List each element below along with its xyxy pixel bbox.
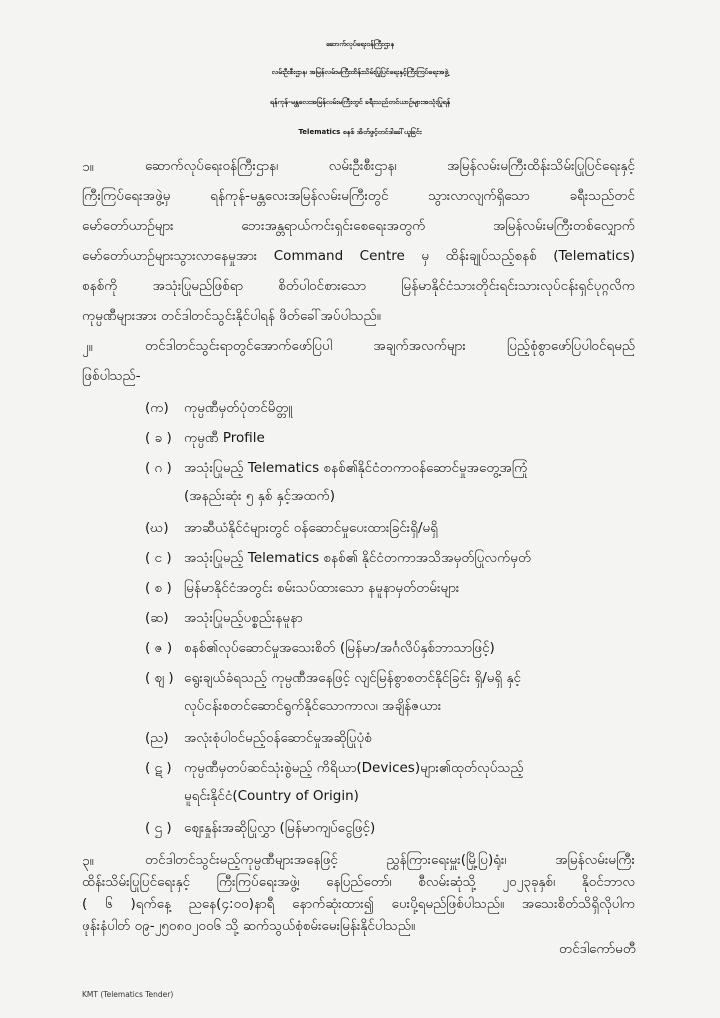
list-item-label: ( ဋ )	[145, 760, 172, 776]
para3-line: ဖုန်းနံပါတ် ၀၉-၂၅၀၈၀၂၀၀၆ သို့ ဆက်သွယ်စုံစမ်းမေးမြန်းနိုင်ပါသည်။	[82, 918, 416, 934]
list-item-label: ( ဇ )	[145, 640, 173, 656]
signature: တင်ဒါကော်မတီ	[559, 941, 636, 957]
para3-line: ထိန်းသိမ်းပြုပြင်ရေးနှင့် ကြီးကြပ်ရေးအဖွဲ့၊ နေပြည်တော်၊ စီလမ်းဆုံသို့ ၂၀၂၃ခုနှစ်၊ နိုဝင်ဘာလ	[82, 874, 635, 890]
para1-line: ဆောက်လုပ်ရေးဝန်ကြီးဌာန၊ လမ်းဦးစီးဌာန၊ အမြန်လမ်းမကြီးထိန်းသိမ်းပြုပြင်ရေးနှင့်	[145, 158, 635, 174]
list-item: အသုံးပြုမည့်ပစ္စည်းနမူနာ	[184, 610, 303, 626]
para2-line: တင်ဒါတင်သွင်းရာတွင်အောက်ဖော်ပြပါ အချက်အလက်များ ပြည့်စုံစွာဖော်ပြပါဝင်ရမည်	[145, 338, 635, 354]
list-item-label: ( စ )	[145, 580, 172, 596]
list-item-label: (က)	[145, 400, 169, 416]
list-item: ကုမ္ပဏီ Profile	[184, 430, 265, 446]
footer-reference: KMT (Telematics Tender)	[82, 990, 174, 999]
para1-line: မော်တော်ယာဉ်များ ဘေးအန္တရာယ်ကင်းရှင်းစေရေးအတွက် အမြန်လမ်းမကြီးတစ်လျှောက်	[82, 218, 635, 234]
department-title: လမ်းဦးစီးဌာန၊ အမြန်လမ်းမကြီးထိန်းသိမ်းပြုပြင်ရေးနှင့်ကြီးကြပ်ရေးအဖွဲ့	[271, 68, 449, 76]
para3-number: ၃။	[82, 853, 94, 869]
para3-line: တင်ဒါတင်သွင်းမည့်ကုမ္ပဏီများအနေဖြင့် ညွှန်ကြားရေးမှူး(မြို့ပြ)ရုံး၊ အမြန်လမ်းမကြီး	[145, 852, 635, 868]
list-item: အလုံးစုံပါဝင်မည့်ဝန်ဆောင်မှုအဆိုပြုပုံစံ	[184, 730, 372, 746]
list-item-label: ( င )	[145, 550, 172, 566]
para1-line: ကြီးကြပ်ရေးအဖွဲ့မှ ရန်ကုန်-မန္တလေးအမြန်လမ်းမကြီးတွင် သွားလာလျက်ရှိသော ခရီးသည်တင်	[82, 188, 635, 204]
para2-number: ၂။	[82, 339, 93, 355]
list-item-label: (ည)	[145, 730, 169, 746]
list-item-continuation: လုပ်ငန်းစတင်ဆောင်ရွက်နိုင်သောကာလ၊ အချိန်ဇယား	[184, 698, 442, 714]
list-item-continuation: (အနည်းဆုံး ၅ နှစ် နှင့်အထက်)	[184, 488, 336, 504]
list-item-continuation: မူရင်းနိုင်ငံ(Country of Origin)	[184, 788, 359, 804]
para3-line: ( ၆ )ရက်နေ့ ညနေ(၄:၀၀)နာရီ နောက်ဆုံးထား၍ ပေးပို့ရမည်ဖြစ်ပါသည်။ အသေးစိတ်သိရှိလိုပါက	[82, 896, 635, 912]
subject-title: Telematics စနစ် အိတ်ဖွင့်တင်ဒါခေါ်ယူခြင်း	[298, 128, 422, 136]
list-item: ကုမ္ပဏီမှတပ်ဆင်သုံးစွဲမည့် ကိရိယာ(Devices)များ၏ထုတ်လုပ်သည့်	[184, 760, 524, 776]
para1-line: စနစ်ကို အသုံးပြုမည်ဖြစ်ရာ စိတ်ပါဝင်စားသော မြန်မာနိုင်ငံသားတိုင်းရင်းသားလုပ်ငန်းရှင်ပုဂ္ဂလိက	[82, 278, 635, 294]
list-item: စနစ်၏လုပ်ဆောင်မှုအသေးစိတ် (မြန်မာ/အင်္ဂလိပ်နှစ်ဘာသာဖြင့်)	[184, 640, 495, 656]
list-item-label: ( ခ )	[145, 430, 172, 446]
list-item: ကုမ္ပဏီမှတ်ပုံတင်မိတ္တူ	[184, 400, 293, 416]
list-item-label: ( ဌ )	[145, 820, 172, 836]
list-item: မြန်မာနိုင်ငံအတွင်း စမ်းသပ်ထားသော နမူနာမှတ်တမ်းများ	[184, 580, 460, 596]
para2-line: ဖြစ်ပါသည်-	[82, 368, 141, 384]
list-item: အသုံးပြုမည့် Telematics စနစ်၏နိုင်ငံတကာဝန်ဆောင်မှုအတွေ့အကြုံ	[184, 460, 528, 476]
ministry-title: ဆောက်လုပ်ရေးဝန်ကြီးဌာန	[326, 40, 394, 48]
para1-number: ၁။	[82, 159, 94, 175]
list-item-label: ( ဂ )	[145, 460, 172, 476]
list-item-label: ( ဈ )	[145, 670, 174, 686]
subject-line: ရန်ကုန်-မန္တလေးအမြန်လမ်းမကြီးတွင် ခရီးသည်တင်ယာဉ်များအသုံးပြုရန်	[269, 98, 451, 106]
list-item: အသုံးပြုမည့် Telematics စနစ်၏ နိုင်ငံတကာအသိအမှတ်ပြုလက်မှတ်	[184, 550, 532, 566]
para1-line: မော်တော်ယာဉ်များသွားလာနေမှုအား Command Centre မှ ထိန်းချုပ်သည့်စနစ် (Telematics)	[82, 248, 635, 264]
list-item-label: (ဃ)	[145, 520, 169, 536]
para1-line: ကုမ္ပဏီများအား တင်ဒါတင်သွင်းနိုင်ပါရန် ဖိတ်ခေါ်အပ်ပါသည်။	[82, 308, 381, 324]
list-item: အာဆီယံနိုင်ငံများတွင် ဝန်ဆောင်မှုပေးထားခြင်းရှိ/မရှိ	[184, 520, 439, 536]
list-item: ဈေးနှုန်းအဆိုပြုလွှာ (မြန်မာကျပ်ငွေဖြင့်)	[184, 820, 376, 836]
list-item-label: (ဆ)	[145, 610, 169, 626]
list-item: ရွေးချယ်ခံရသည့် ကုမ္ပဏီအနေဖြင့် လျင်မြန်စွာစတင်နိုင်ခြင်း ရှိ/မရှိ နှင့်	[184, 670, 522, 686]
